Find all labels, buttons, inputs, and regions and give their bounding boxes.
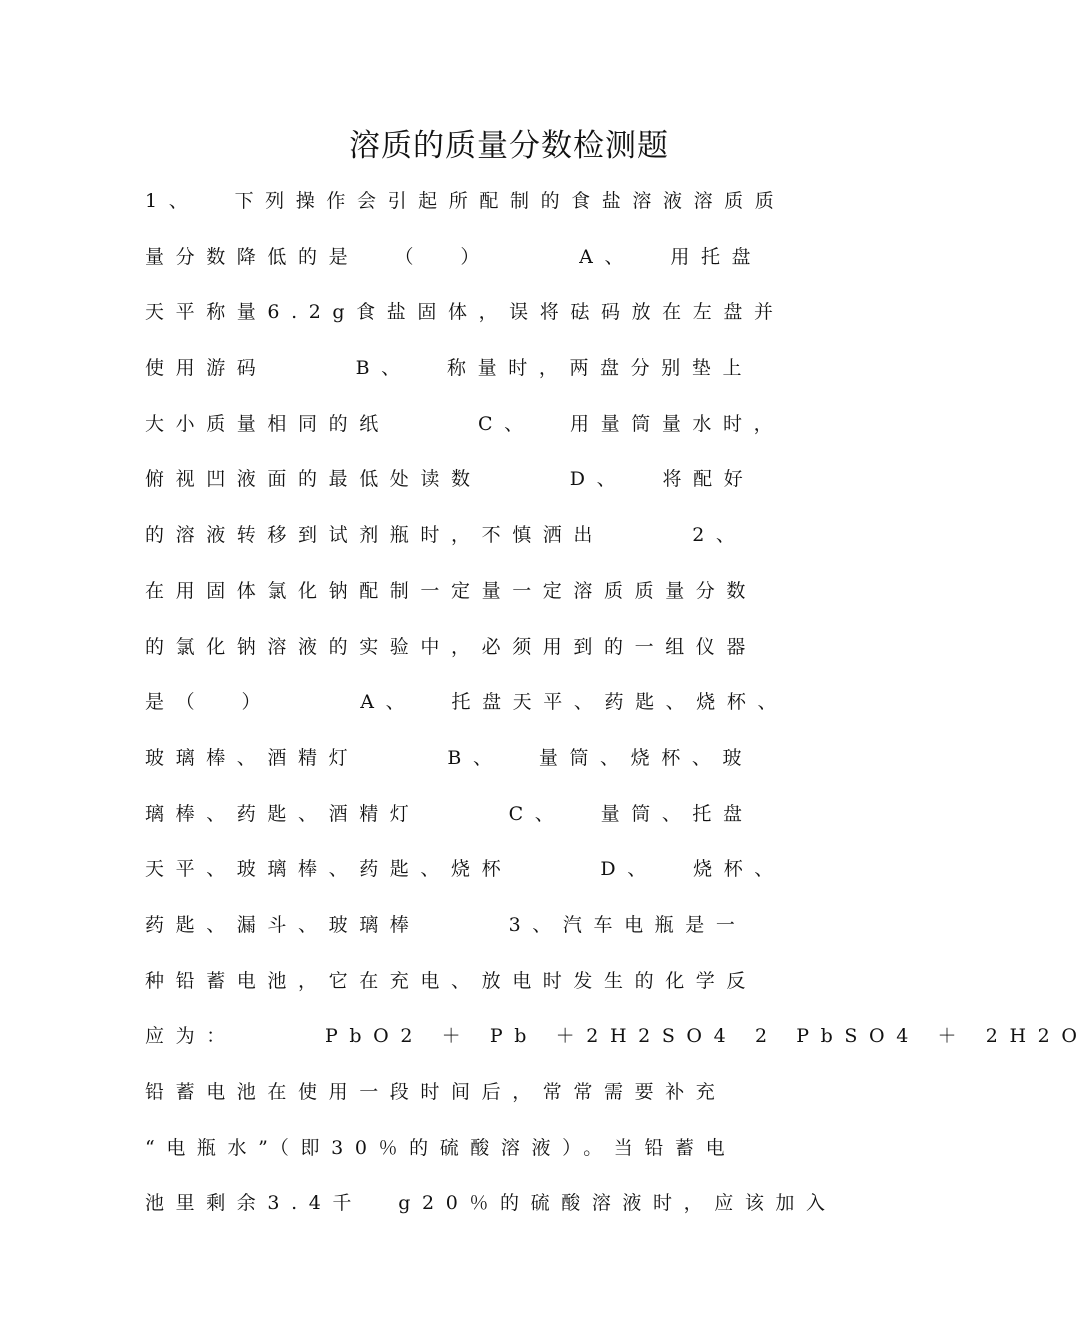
text-line: 池里剩余3.4千 g20％的硫酸溶液时，应该加入 — [145, 1192, 837, 1215]
text-line: 玻璃棒、酒精灯 B、 量筒、烧杯、玻 — [145, 746, 754, 769]
text-line: 俯视凹液面的最低处读数 D、 将配好 — [145, 468, 755, 491]
text-line: 应为： PbO2 ＋ Pb ＋2H2SO4 2 PbSO4 ＋ 2H2O — [145, 1025, 1089, 1048]
text-line: 是（ ） A、 托盘天平、药匙、烧杯、 — [145, 691, 789, 714]
text-line: 天平称量6.2g食盐固体，误将砝码放在左盘并 — [145, 301, 785, 324]
text-line: 的氯化钠溶液的实验中，必须用到的一组仪器 — [145, 635, 758, 658]
text-line: 药匙、漏斗、玻璃棒 3、汽车电瓶是一 — [145, 913, 747, 936]
text-line: 使用游码 B、 称量时，两盘分别垫上 — [145, 357, 754, 380]
text-line: 大小质量相同的纸 C、 用量筒量水时， — [145, 412, 785, 435]
text-line: 在用固体氯化钠配制一定量一定溶质质量分数 — [145, 579, 758, 602]
text-line: 璃棒、药匙、酒精灯 C、 量筒、托盘 — [145, 802, 754, 825]
question-text — [145, 183, 1089, 1241]
text-line: “电瓶水”（即30％的硫酸溶液）。当铅蓄电 — [145, 1136, 737, 1159]
text-line: 量分数降低的是 （ ） A、 用托盘 — [145, 245, 763, 268]
text-line: 1、 下列操作会引起所配制的食盐溶液溶质质 — [145, 190, 786, 212]
text-line: 的溶液转移到试剂瓶时，不慎洒出 2、 — [145, 524, 747, 547]
text-line: 种铅蓄电池，它在充电、放电时发生的化学反 — [145, 969, 758, 992]
document-title: 溶质的质量分数检测题 — [349, 128, 669, 164]
text-line: 铅蓄电池在使用一段时间后，常常需要补充 — [145, 1081, 727, 1103]
text-line: 天平、玻璃棒、药匙、烧杯 D、 烧杯、 — [145, 858, 785, 881]
